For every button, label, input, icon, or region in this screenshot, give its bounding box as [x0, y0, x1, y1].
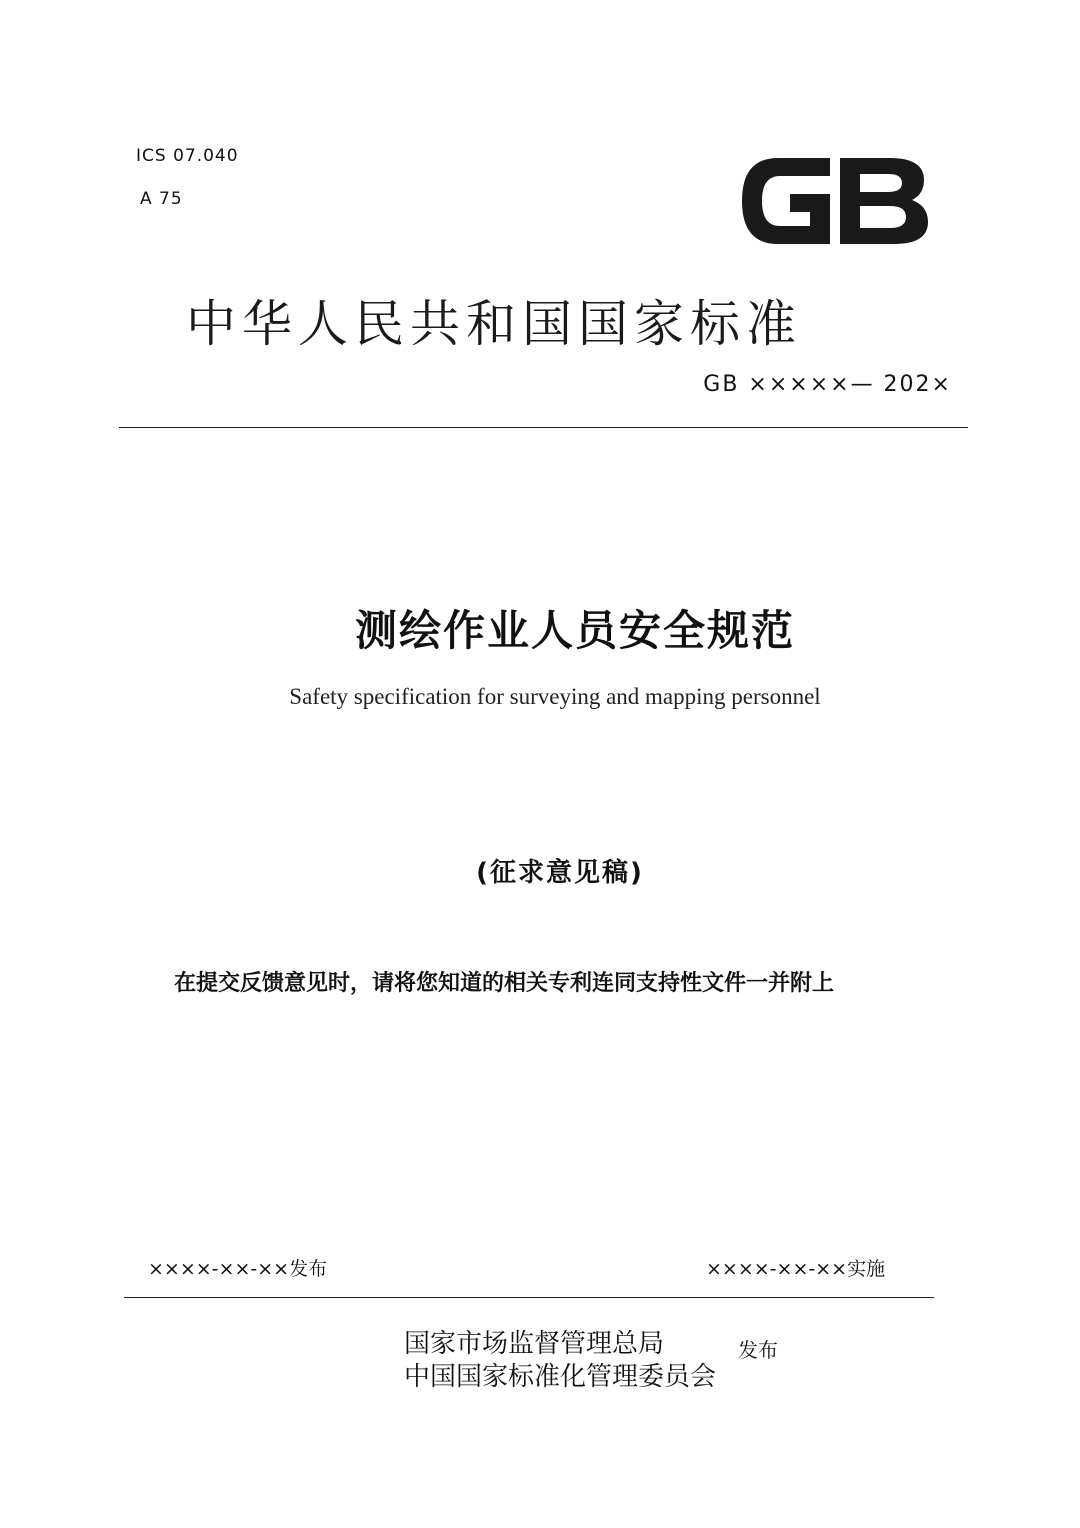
publish-label: 发布: [738, 1338, 778, 1362]
footer-divider: [124, 1297, 934, 1298]
publisher-org-samr: 国家市场监督管理总局: [404, 1329, 665, 1359]
patent-notice: 在提交反馈意见时，请将您知道的相关专利连同支持性文件一并附上: [174, 971, 835, 996]
gb-logo: [738, 150, 930, 252]
document-title-chinese: 测绘作业人员安全规范: [354, 606, 795, 655]
national-standard-title: 中华人民共和国国家标准: [186, 295, 802, 353]
document-title-english: Safety specification for surveying and mapping personnel: [289, 684, 821, 709]
implementation-date: ××××-××-××实施: [706, 1258, 886, 1280]
publisher-org-sac: 中国国家标准化管理委员会: [404, 1362, 717, 1392]
classification-code: A 75: [140, 189, 183, 209]
header-divider: [119, 427, 968, 428]
draft-label: (征求意见稿): [476, 858, 644, 888]
issue-date: ××××-××-××发布: [148, 1258, 328, 1280]
ics-code: ICS 07.040: [136, 146, 239, 166]
standard-number: GB ×××××— 202×: [703, 372, 952, 397]
